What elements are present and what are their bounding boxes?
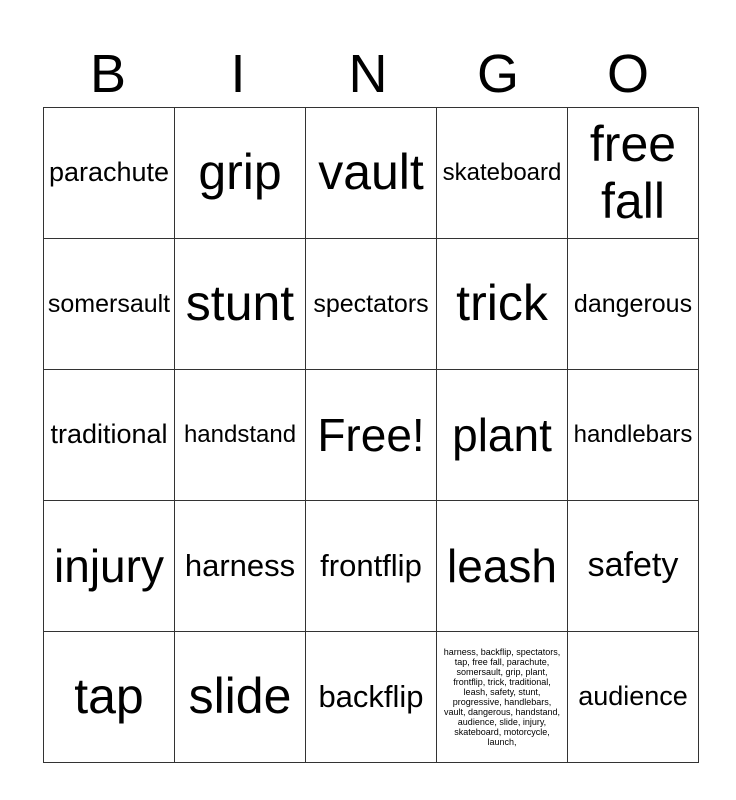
bingo-cell: skateboard: [437, 108, 568, 239]
bingo-cell: injury: [44, 501, 175, 632]
bingo-cell: dangerous: [568, 239, 699, 370]
bingo-cell: handlebars: [568, 370, 699, 501]
header-letter-g: G: [476, 44, 519, 104]
bingo-cell: leash: [437, 501, 568, 632]
bingo-header: [43, 40, 693, 108]
bingo-cell: stunt: [175, 239, 306, 370]
bingo-cell: parachute: [44, 108, 175, 239]
word-list-cell: harness, backflip, spectators, tap, free fall, parachute, somersault, grip, plant, frontflip, trick, traditional, leash, safety, stunt, progressive, handlebars, vault, dangerous, handstand, audience, slide, injury, skateboard, motorcycle, launch,: [437, 632, 568, 763]
bingo-row: [44, 501, 699, 632]
bingo-cell: handstand: [175, 370, 306, 501]
bingo-cell: audience: [568, 632, 699, 763]
bingo-card-grid: [43, 107, 699, 763]
bingo-cell: traditional: [44, 370, 175, 501]
bingo-cell: frontflip: [306, 501, 437, 632]
bingo-cell: vault: [306, 108, 437, 239]
bingo-cell: trick: [437, 239, 568, 370]
bingo-cell: spectators: [306, 239, 437, 370]
header-letter-o: O: [606, 44, 649, 104]
bingo-cell: free fall: [568, 108, 699, 239]
header-letter-b: B: [89, 44, 127, 104]
bingo-row: [44, 239, 699, 370]
bingo-cell: harness: [175, 501, 306, 632]
bingo-row: [44, 108, 699, 239]
bingo-cell: grip: [175, 108, 306, 239]
free-space-cell: Free!: [306, 370, 437, 501]
bingo-cell: plant: [437, 370, 568, 501]
header-letter-i: I: [230, 44, 246, 104]
bingo-cell: slide: [175, 632, 306, 763]
bingo-cell: tap: [44, 632, 175, 763]
bingo-cell: somersault: [44, 239, 175, 370]
bingo-row: [44, 370, 699, 501]
bingo-cell: backflip: [306, 632, 437, 763]
bingo-row: [44, 632, 699, 763]
bingo-cell: safety: [568, 501, 699, 632]
header-letter-n: N: [348, 44, 388, 104]
